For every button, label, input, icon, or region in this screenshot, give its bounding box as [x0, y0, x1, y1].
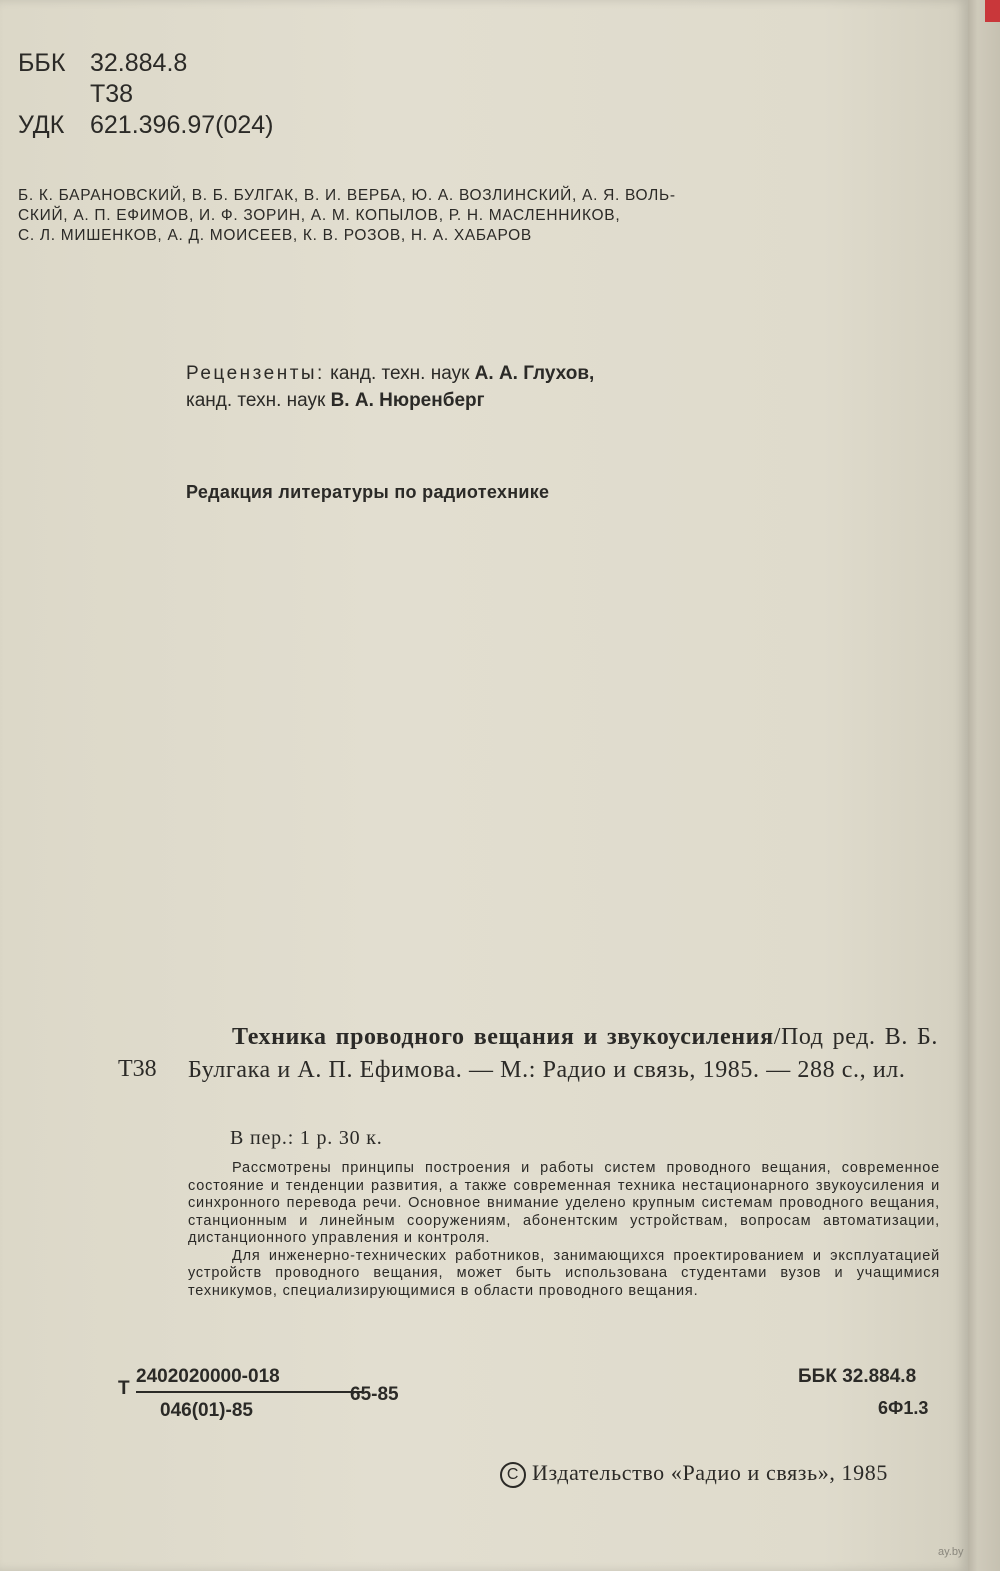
- watermark: ay.by: [938, 1546, 964, 1558]
- abstract-paragraph: Рассмотрены принципы построения и работы систем проводного вещания, современное состояние и тенденции развития, а также современная техника нестационарного звукоусиления и синхронного перевода речи. Основное внимание уделено крупным системам проводного вещания, станционным и линейным сооружениям, абонентским устройствам, вопросам автоматизации, дистанционного управления и контроля.: [188, 1160, 940, 1246]
- reviewers-block: [186, 360, 594, 414]
- bbk-value: 32.884.8: [90, 49, 188, 77]
- authors-line: С. Л. МИШЕНКОВ, А. Д. МОИСЕЕВ, К. В. РОЗОВ, Н. А. ХАБАРОВ: [18, 227, 532, 244]
- biblio-sign: Т38: [118, 1056, 157, 1082]
- bibliographic-details: /Под ред. В. Б. Булгака и А. П. Ефимова. — М.: Радио и связь, 1985. — 288 с., ил.: [188, 1024, 938, 1083]
- bbk-line: [18, 48, 273, 79]
- classification-codes: [18, 48, 273, 141]
- reviewers-label: Рецензенты:: [186, 363, 325, 384]
- authors-line: Б. К. БАРАНОВСКИЙ, В. Б. БУЛГАК, В. И. ВЕРБА, Ю. А. ВОЗЛИНСКИЙ, А. Я. ВОЛЬ-: [18, 187, 676, 204]
- reviewer-degree: канд. техн. наук: [330, 363, 470, 384]
- book-title: Техника проводного вещания и звукоусиления: [232, 1024, 774, 1050]
- bibliographic-record: [188, 1021, 938, 1087]
- bbk-bottom: ББК 32.884.8: [798, 1366, 917, 1387]
- reviewer-name: А. А. Глухов,: [474, 363, 595, 384]
- copyright-line: [500, 1460, 888, 1488]
- reviewer-name: В. А. Нюренберг: [330, 390, 485, 411]
- bbk-sub: 6Ф1.3: [878, 1398, 929, 1418]
- author-sign-line: [18, 79, 273, 110]
- catalog-numerator: 2402020000-018: [136, 1366, 280, 1387]
- authors-line: СКИЙ, А. П. ЕФИМОВ, И. Ф. ЗОРИН, А. М. КОПЫЛОВ, Р. Н. МАСЛЕННИКОВ,: [18, 207, 621, 224]
- reviewer-line: [186, 360, 594, 387]
- catalog-denominator: 046(01)-85: [160, 1400, 253, 1421]
- author-sign: Т38: [90, 80, 134, 108]
- udk-line: [18, 110, 273, 141]
- catalog-letter: Т: [118, 1378, 130, 1399]
- copyright-icon: С: [500, 1462, 526, 1488]
- udk-label: УДК: [18, 111, 65, 139]
- catalog-suffix: 65-85: [350, 1384, 399, 1405]
- fraction-line: [136, 1391, 362, 1393]
- reviewer-degree: канд. техн. наук: [186, 390, 326, 411]
- udk-value: 621.396.97(024): [90, 111, 274, 139]
- cover-edge-red: [985, 0, 1000, 22]
- bbk-label: ББК: [18, 49, 66, 77]
- abstract: [188, 1160, 940, 1300]
- page-edge: [968, 0, 1000, 1571]
- abstract-paragraph: Для инженерно-технических работников, занимающихся проектированием и эксплуатацией устройств проводного вещания, может быть использована студентами вузов и учащимися техникумов, специализирующимися в области проводного вещания.: [188, 1247, 940, 1299]
- authors-list: [18, 186, 930, 246]
- price: В пер.: 1 р. 30 к.: [230, 1127, 383, 1149]
- reviewer-line: [186, 387, 594, 414]
- copyright-text: Издательство «Радио и связь», 1985: [532, 1460, 888, 1485]
- editorial-office: Редакция литературы по радиотехнике: [186, 482, 550, 502]
